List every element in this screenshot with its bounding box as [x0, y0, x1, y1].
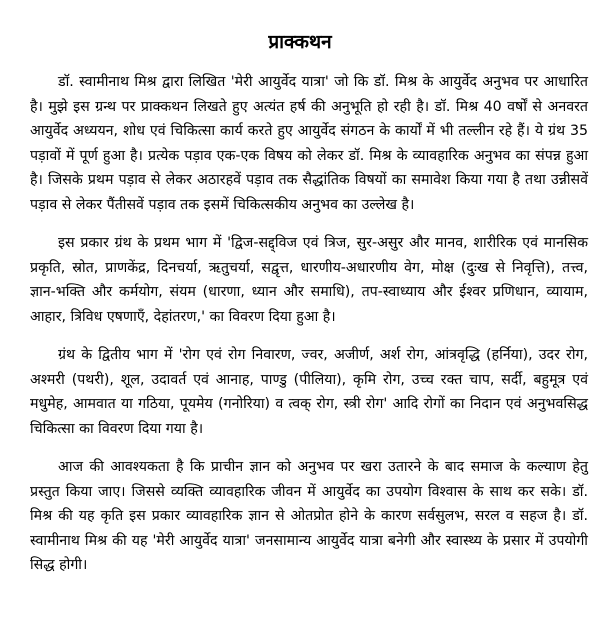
document-body [30, 70, 588, 578]
page-title: प्राक्कथन [268, 31, 332, 53]
paragraph-2: इस प्रकार ग्रंथ के प्रथम भाग में 'द्विज-सद्द्विज एवं त्रिज, सुर-असुर और मानव, शारीरिक एवं मानसिक प्रकृति, स्रोत, प्राणकेंद्र, दिनचर्या, ऋतुचर्या, सद्वृत्त, धारणीय-अधारणीय वेग, मोक्ष (दुःख से निवृत्ति), तत्त्व, ज्ञान-भक्ति और कर्मयोग, संयम (धारणा, ध्यान और समाधि), तप-स्वाध्याय और ईश्वर प्रणिधान, व्यायाम, आहार, त्रिविध एषणाएँ, देहांतरण,' का विवरण दिया हुआ है। [30, 235, 588, 325]
paragraph-4: आज की आवश्यकता है कि प्राचीन ज्ञान को अनुभव पर खरा उतारने के बाद समाज के कल्याण हेतु प्रस्तुत किया जाए। जिससे व्यक्ति व्यावहारिक जीवन में आयुर्वेद का उपयोग विश्वास के साथ कर सके। डॉ. मिश्र की यह कृति इस प्रकार व्यावहारिक ज्ञान से ओतप्रोत होने के कारण सर्वसुलभ, सरल व सहज है। डॉ. स्वामीनाथ मिश्र की यह 'मेरी आयुर्वेद यात्रा' जनसामान्य आयुर्वेद यात्रा बनेगी और स्वास्थ्य के प्रसार में उपयोगी सिद्ध होगी। [30, 459, 588, 573]
paragraph-3: ग्रंथ के द्वितीय भाग में 'रोग एवं रोग निवारण, ज्वर, अजीर्ण, अर्श रोग, आंत्रवृद्धि (हर्निया), उदर रोग, अश्मरी (पथरी), शूल, उदावर्त एवं आनाह, पाण्डु (पीलिया), कृमि रोग, उच्च रक्त चाप, सर्दी, बहुमूत्र एवं मधुमेह, आमवात या गठिया, पूयमेय (गनोरिया) व त्वक् रोग, स्त्री रोग' आदि रोगों का निदान एवं अनुभवसिद्ध चिकित्सा का विवरण दिया गया है। [30, 347, 588, 437]
paragraph-1: डॉ. स्वामीनाथ मिश्र द्वारा लिखित 'मेरी आयुर्वेद यात्रा' जो कि डॉ. मिश्र के आयुर्वेद अनुभव पर आधारित है। मुझे इस ग्रन्थ पर प्राक्कथन लिखते हुए अत्यंत हर्ष की अनुभूति हो रही है। डॉ. मिश्र 40 वर्षों से अनवरत आयुर्वेद अध्ययन, शोध एवं चिकित्सा कार्य करते हुए आयुर्वेद संगठन के कार्यों में भी तल्लीन रहे हैं। ये ग्रंथ 35 पड़ावों में पूर्ण हुआ है। प्रत्येक पड़ाव एक-एक विषय को लेकर डॉ. मिश्र के व्यावहारिक अनुभव का संपन्न हुआ है। जिसके प्रथम पड़ाव से लेकर अठारहवें पड़ाव तक सैद्धांतिक विषयों का समावेश किया गया है तथा उन्नीसवें पड़ाव से लेकर पैंतीसवें पड़ाव तक इसमें चिकित्सकीय अनुभव का उल्लेख है। [30, 74, 588, 213]
